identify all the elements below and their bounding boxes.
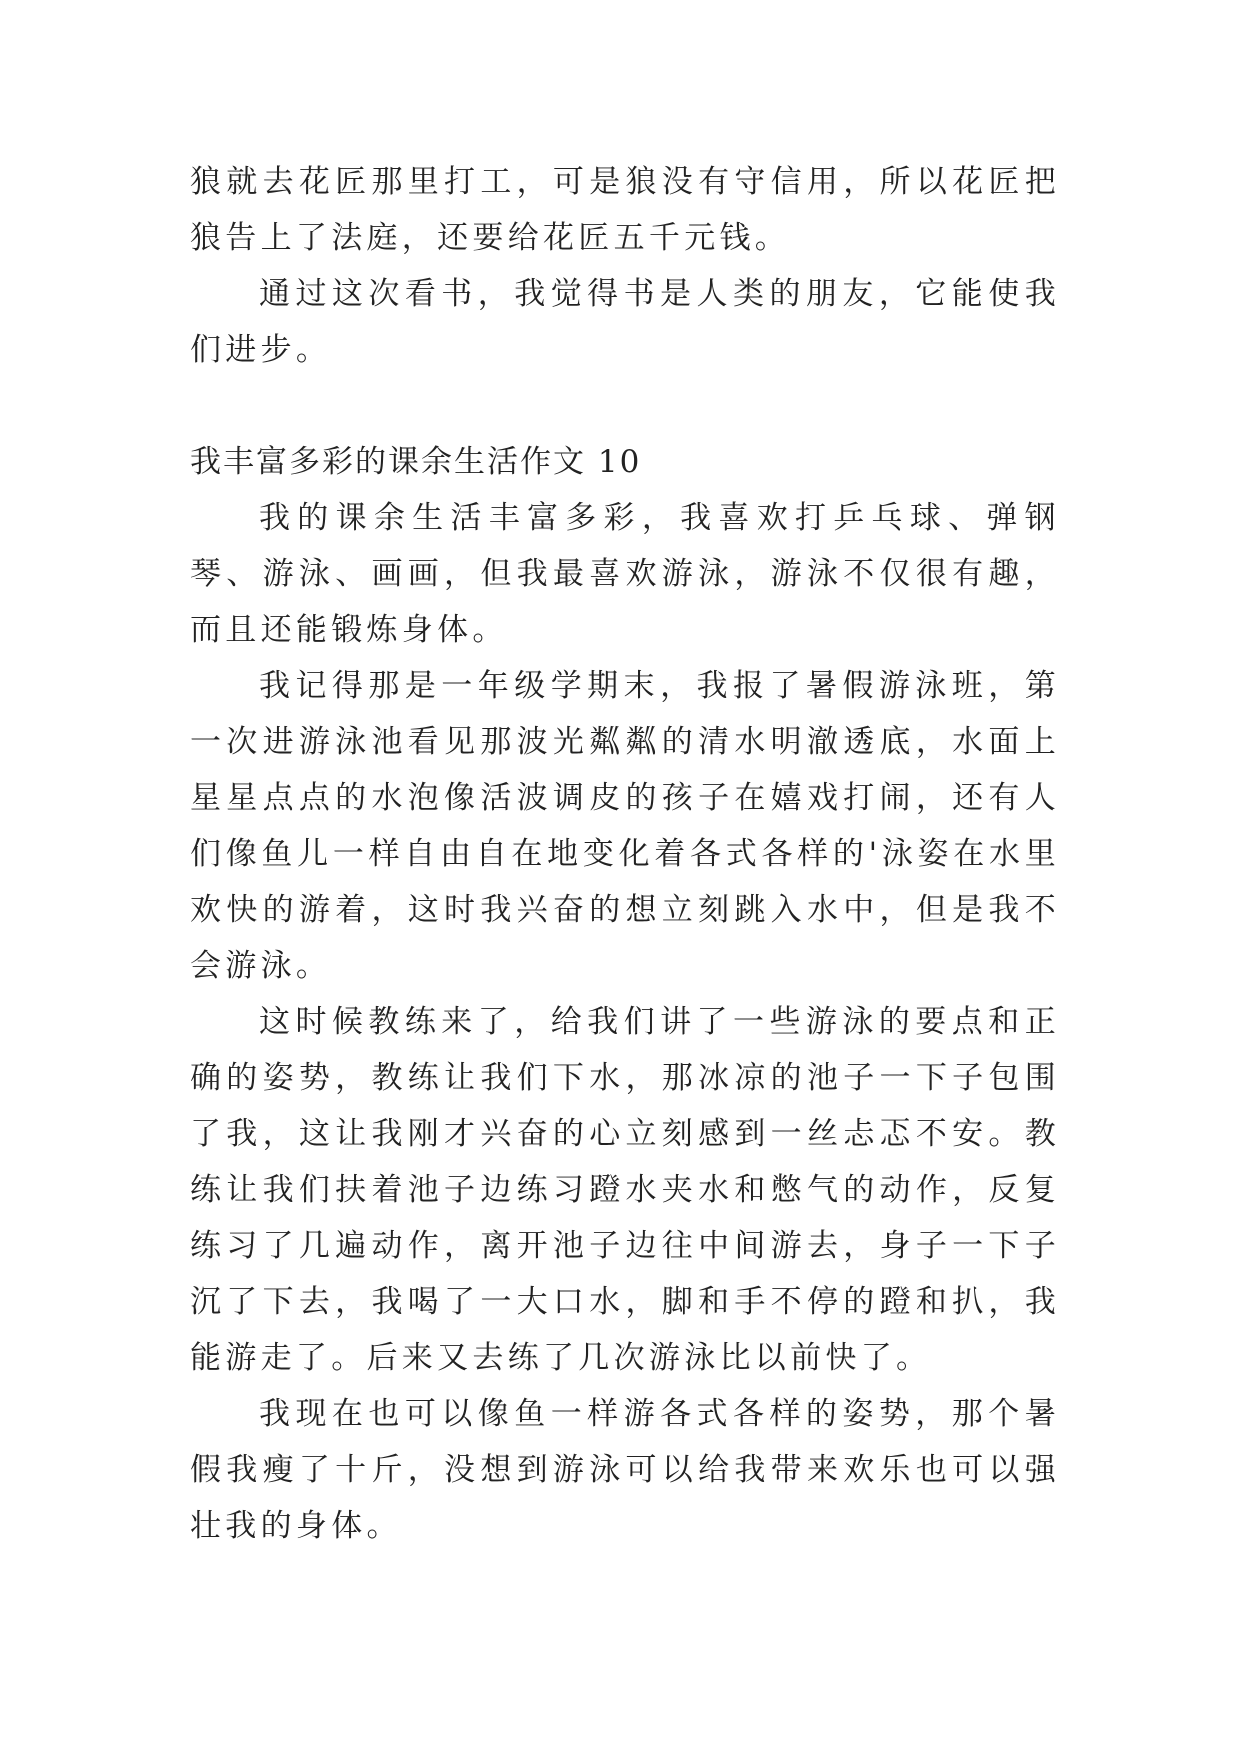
paragraph-continuation: 狼就去花匠那里打工，可是狼没有守信用，所以花匠把狼告上了法庭，还要给花匠五千元钱。 <box>190 164 1060 256</box>
section-spacer <box>190 378 1060 434</box>
essay-paragraph-1: 我的课余生活丰富多彩，我喜欢打乒乓球、弹钢琴、游泳、画画，但我最喜欢游泳，游泳不仅很有趣，而且还能锻炼身体。 <box>190 500 1060 648</box>
essay-paragraph-3: 这时候教练来了，给我们讲了一些游泳的要点和正确的姿势，教练让我们下水，那冰凉的池子一下子包围了我，这让我刚才兴奋的心立刻感到一丝忐忑不安。教练让我们扶着池子边练习蹬水夹水和憋气的动作，反复练习了几遍动作，离开池子边往中间游去，身子一下子沉了下去，我喝了一大口水，脚和手不停的蹬和扒，我能游走了。后来又去练了几次游泳比以前快了。 <box>190 1004 1060 1376</box>
essay-paragraph-4: 我现在也可以像鱼一样游各式各样的姿势，那个暑假我瘦了十斤，没想到游泳可以给我带来欢乐也可以强壮我的身体。 <box>190 1396 1060 1544</box>
paragraph-conclusion: 通过这次看书，我觉得书是人类的朋友，它能使我们进步。 <box>190 276 1060 368</box>
document-body <box>190 154 1060 1554</box>
essay-title: 我丰富多彩的课余生活作文 10 <box>190 444 642 480</box>
essay-paragraph-2: 我记得那是一年级学期末，我报了暑假游泳班，第一次进游泳池看见那波光粼粼的清水明澈透底，水面上星星点点的水泡像活波调皮的孩子在嬉戏打闹，还有人们像鱼儿一样自由自在地变化着各式各样的'泳姿在水里欢快的游着，这时我兴奋的想立刻跳入水中，但是我不会游泳。 <box>190 668 1060 984</box>
